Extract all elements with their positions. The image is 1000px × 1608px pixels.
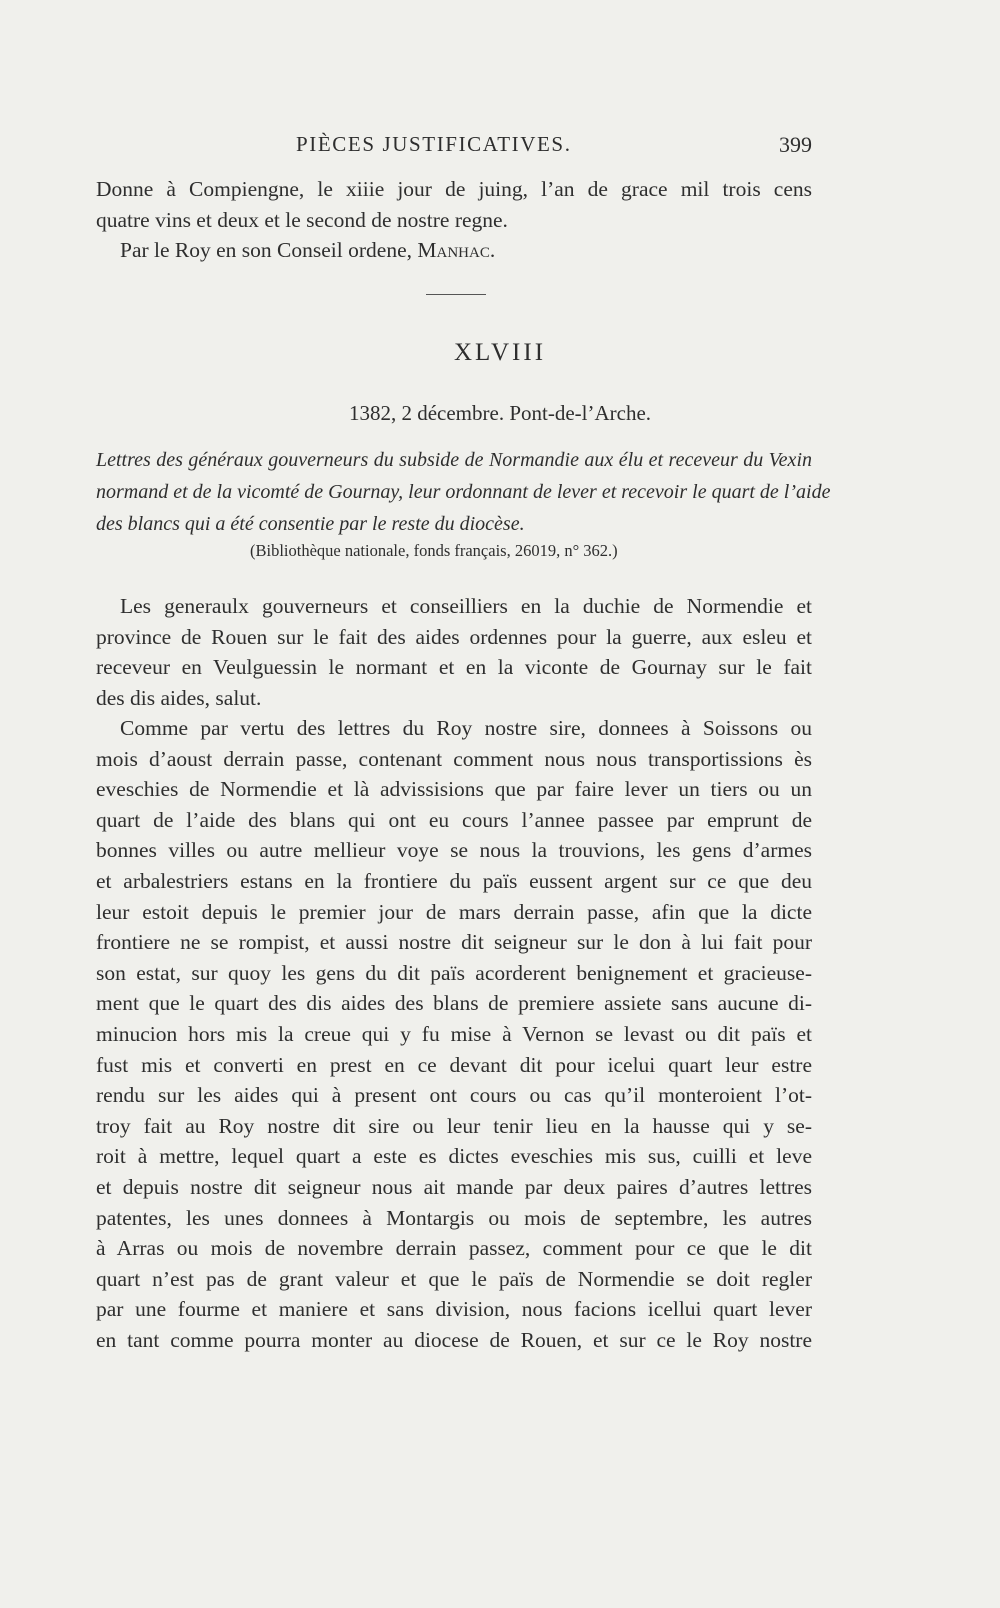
text-line: fust mis et converti en prest en ce devant dit pour icelui quart leur estre [96,1052,812,1077]
section-divider [426,294,486,295]
text-line: Comme par vertu des lettres du Roy nostre sire, donnees à Soissons ou [120,716,812,740]
text-line: bonnes villes ou autre mellieur voye se nous la trouvions, les gens d’armes [96,838,812,863]
text-line: frontiere ne se rompist, et aussi nostre dit seigneur sur le don à lui fait pour [96,930,812,955]
text-line: receveur en Veulguessin le normant et en la viconte de Gournay sur le fait [96,655,812,680]
closing-line: quatre vins et deux et le second de nostre regne. [96,207,508,232]
summary-line: Lettres des généraux gouverneurs du subside de Normandie aux élu et receveur du Vexin [96,449,812,471]
text-line: son estat, sur quoy les gens du dit païs acorderent benignement et gracieuse- [96,960,812,985]
text-line: province de Rouen sur le fait des aides ordennes pour la guerre, aux esleu et [96,624,812,649]
signature-line [96,235,812,266]
text-line: leur estoit depuis le premier jour de mars derrain passe, afin que la dicte [96,899,812,924]
text-line: en tant comme pourra monter au diocese de Rouen, et sur ce le Roy nostre [96,1327,812,1352]
text-line: mois d’aoust derrain passe, contenant comment nous nous transportissions ès [96,746,812,771]
text-line: quart de l’aide des blans qui ont eu cours l’annee passee par emprunt de [96,807,812,832]
document-date-line: 1382, 2 décembre. Pont-de-l’Arche. [348,401,652,425]
text-line: ment que le quart des dis aides des blans de premiere assiete sans aucune di- [96,991,812,1016]
document-summary [96,444,831,540]
text-line: troy fait au Roy nostre dit sire ou leur tenir lieu en la hausse qui y se- [96,1113,812,1138]
signature-name: Manhac. [417,238,496,263]
closing-text [96,174,812,266]
summary-line: normand et de la vicomté de Gournay, leur ordonnant de lever et recevoir le quart de l’aide [96,481,831,503]
running-head: PIÈCES JUSTIFICATIVES. [296,132,572,156]
text-line: patentes, les unes donnees à Montargis ou mois de septembre, les autres [96,1205,812,1230]
page-number: 399 [779,132,812,157]
text-line: Les generaulx gouverneurs et conseilliers en la duchie de Normendie et [120,594,812,618]
text-line: eveschies de Normendie et là advissisions que par faire lever un tiers ou un [96,777,812,802]
signature-prefix: Par le Roy en son Conseil ordene, [120,238,418,263]
text-line: quart n’est pas de grant valeur et que le païs de Normendie se doit regler [96,1266,812,1291]
source-citation: (Bibliothèque nationale, fonds français, 26019, n° 362.) [250,541,618,560]
closing-line: Donne à Compiengne, le xiiie jour de juing, l’an de grace mil trois cens [96,177,812,201]
text-line: minucion hors mis la creue qui y fu mise à Vernon se levast ou dit païs et [96,1021,812,1046]
paragraph-2 [96,713,812,1355]
text-line: et arbalestriers estans en la frontiere du païs eussent argent sur ce que deu [96,868,812,893]
text-line: des dis aides, salut. [96,685,262,710]
text-line: roit à mettre, lequel quart a este es dictes eveschies mis sus, cuilli et leve [96,1144,812,1169]
paragraph-1 [96,591,812,713]
text-line: par une fourme et maniere et sans division, nous facions icellui quart lever [96,1297,812,1322]
text-line: rendu sur les aides qui à present ont cours ou cas qu’il monteroient l’ot- [96,1083,812,1108]
section-number: XLVIII [453,339,547,366]
page-header [96,128,812,162]
text-line: et depuis nostre dit seigneur nous ait mande par deux paires d’autres lettres [96,1174,812,1199]
summary-line: des blancs qui a été consentie par le reste du diocèse. [96,513,525,535]
text-line: à Arras ou mois de novembre derrain passez, comment pour ce que le dit [96,1236,812,1261]
